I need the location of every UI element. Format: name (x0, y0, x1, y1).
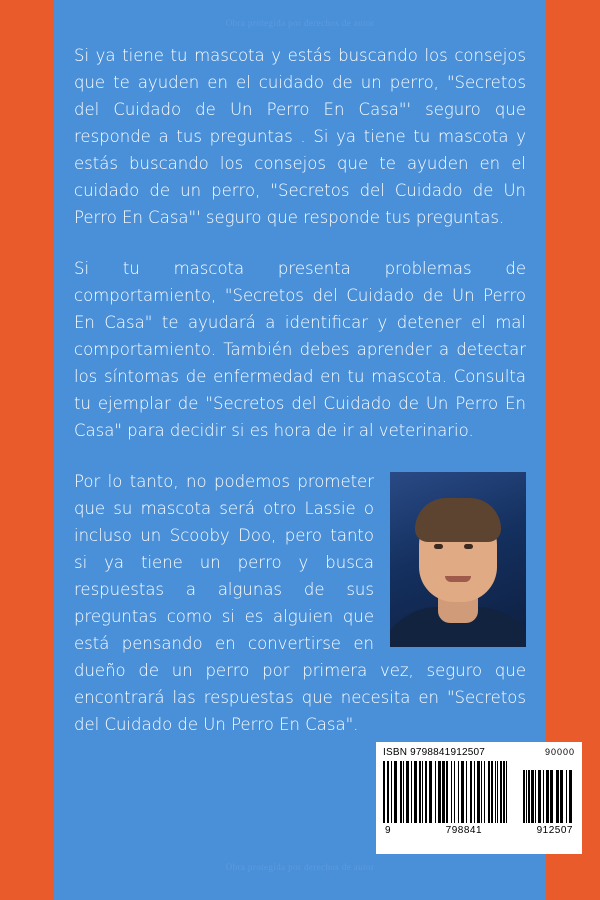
price-code: 90000 (544, 747, 575, 757)
paragraph-2: Si tu mascota presenta problemas de comportamiento, "Secretos del Cuidado de Un Perro En Casa" te ayudará a identificar y detener el mal comportamiento. También debes aprender a detectar los síntomas de enfermedad en tu mascota. Consulta tu ejemplar de "Secretos del Cuidado de Un Perro En Casa" para decidir si es hora de ir al veterinario. (74, 259, 526, 440)
paragraph-3: Por lo tanto, no podemos prometer que su mascota será otro Lassie o incluso un Scooby Doo, pero tanto si ya tiene un perro y busca respuestas a algunas de sus preguntas como si es alguien que está pensando en convertirse en dueño de un perro por primera vez, seguro que encontrará las respuestas que necesita en "Secretos del Cuidado de Un Perro En Casa". (74, 472, 526, 734)
isbn-label: ISBN 9798841912507 (383, 747, 486, 758)
barcode-header (383, 747, 575, 758)
watermark-bottom: Obra protegida por derechos de autor (225, 862, 375, 872)
paragraph-1: Si ya tiene tu mascota y estás buscando los consejos que te ayuden en el cuidado de un perro, "Secretos del Cuidado de Un Perro En Casa"' seguro que responde a tus preguntas . Si ya tiene tu mascota y estás buscando los consejos que te ayuden en el cuidado de un perro, "Secretos del Cuidado de Un Perro En Casa"' seguro que responde tus preguntas. (74, 46, 526, 227)
photo-mouth (445, 576, 471, 582)
photo-eye-right (464, 544, 473, 549)
photo-hair (415, 498, 501, 542)
barcode-digit-middle: 798841 (445, 825, 483, 836)
watermark-top: Obra protegida por derechos de autor (225, 18, 375, 28)
photo-eye-left (434, 544, 443, 549)
author-photo (390, 472, 526, 647)
barcode-bars-row (383, 761, 575, 823)
barcode-block (376, 742, 582, 854)
barcode-digit-right: 912507 (536, 825, 573, 836)
barcode-bars-addon (523, 761, 575, 823)
blurb-content (74, 42, 526, 738)
barcode-digit-left: 9 (385, 825, 392, 836)
barcode-digits (383, 825, 575, 836)
barcode-bars-main (383, 761, 517, 823)
price-code-wrapper (521, 747, 575, 757)
paragraph-3-wrapper (74, 468, 526, 738)
